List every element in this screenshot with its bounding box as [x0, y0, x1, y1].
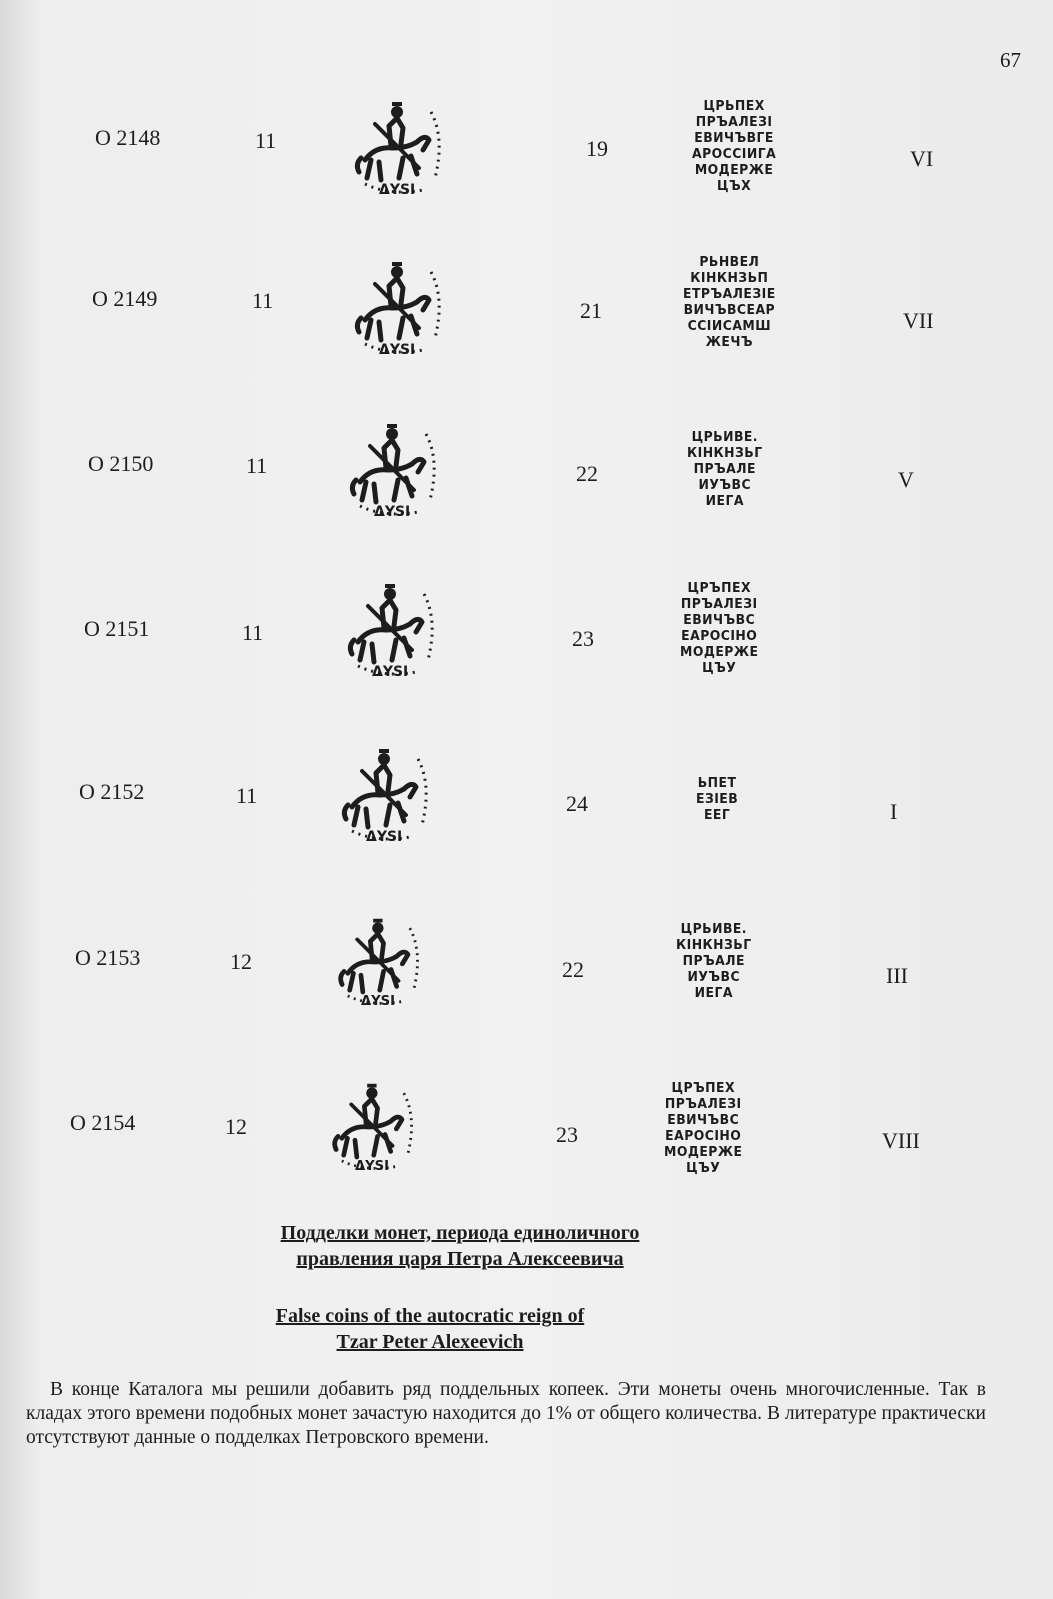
legend-line: ЦРЪПЕХ	[671, 1080, 735, 1096]
obverse-die-number: 11	[252, 288, 274, 313]
rarity-mark: VIII	[882, 1128, 920, 1153]
reverse-legend	[683, 254, 776, 350]
legend-line: ПРЪАЛЕЗI	[695, 114, 773, 130]
st-george-rider-icon	[322, 1080, 418, 1174]
catalog-number: O 2150	[88, 451, 154, 476]
svg-text:ΔYSI: ΔYSI	[372, 664, 409, 680]
legend-line: КIНКНЗЬГ	[687, 445, 763, 461]
legend-line: ЕВИЧЪВС	[667, 1112, 740, 1128]
legend-line: ЕТРЪАЛЕЗIЕ	[683, 286, 776, 302]
svg-text:ΔYSI: ΔYSI	[374, 504, 411, 520]
reverse-die-number: 21	[580, 298, 602, 323]
st-george-rider-icon	[345, 258, 445, 358]
legend-line: ССIИСАМШ	[687, 318, 772, 334]
legend-line: ИЕГА	[705, 493, 744, 509]
rarity-mark: VII	[903, 308, 934, 333]
st-george-rider-icon	[328, 915, 424, 1009]
obverse-die-number: 11	[255, 128, 277, 153]
section-title-line: Подделки монет, периода единоличного	[280, 1222, 640, 1244]
catalog-entry	[0, 415, 1053, 565]
legend-line: ВИЧЪВСЕАР	[683, 302, 776, 318]
legend-line: ЬПЕТ	[697, 775, 737, 791]
section-title-ru	[170, 1220, 750, 1272]
rarity-mark: V	[898, 467, 914, 492]
legend-line: ЦЪУ	[702, 660, 737, 676]
legend-line: ЦРЬИВЕ.	[680, 921, 747, 937]
reverse-die-number: 19	[586, 136, 608, 161]
legend-line: МОДЕРЖЕ	[664, 1144, 743, 1160]
intro-paragraph-text: В конце Каталога мы решили добавить ряд поддельных копеек. Эти монеты очень многочисленные. Так в кладах этого времени подобных монет зачастую находится до 1% от общего количества. В литературе практически отсутствуют данные о подделках Петровского времени.	[26, 1379, 986, 1448]
legend-line: ПРЪАЛЕЗI	[664, 1096, 742, 1112]
catalog-number: O 2153	[75, 945, 141, 970]
catalog-entry	[0, 250, 1053, 400]
catalog-number: O 2148	[95, 125, 161, 150]
legend-line: ЕВИЧЪВС	[683, 612, 756, 628]
svg-text:ΔYSI: ΔYSI	[354, 1159, 390, 1174]
legend-line: ПРЪАЛЕЗI	[680, 596, 758, 612]
legend-line: ЦРЪПЕХ	[687, 580, 751, 596]
legend-line: МОДЕРЖЕ	[680, 644, 759, 660]
legend-line: ПРЪАЛЕ	[682, 953, 745, 969]
rarity-mark: VI	[910, 146, 934, 171]
st-george-rider-icon	[340, 420, 440, 520]
catalog-entry	[0, 580, 1053, 730]
st-george-rider-icon	[338, 580, 438, 680]
section-title-en	[140, 1303, 720, 1355]
catalog-number: O 2154	[70, 1110, 136, 1135]
obverse-die-number: 12	[225, 1114, 247, 1139]
legend-line: ЦРЬИВЕ.	[691, 429, 758, 445]
legend-line: ЕАРОСIНО	[681, 628, 758, 644]
svg-text:ΔYSI: ΔYSI	[379, 342, 416, 358]
catalog-number: O 2151	[84, 616, 150, 641]
catalog-number: O 2149	[92, 286, 158, 311]
reverse-die-number: 23	[556, 1122, 578, 1147]
section-title-line: False coins of the autocratic reign of	[275, 1305, 585, 1327]
legend-line: ЕАРОСIНО	[665, 1128, 742, 1144]
legend-line: ИЕГА	[694, 985, 733, 1001]
reverse-legend	[664, 1080, 742, 1176]
legend-line: ЕВИЧЪВГЕ	[694, 130, 774, 146]
legend-line: ИУЪВС	[687, 969, 741, 985]
legend-line: КIНКНЗЬП	[690, 270, 769, 286]
reverse-legend	[696, 775, 738, 823]
legend-line: ЕЕГ	[703, 807, 731, 823]
catalog-entry	[0, 1080, 1053, 1230]
page-number: 67	[1000, 48, 1021, 72]
legend-line: ЦЪУ	[686, 1160, 721, 1176]
svg-text:ΔYSI: ΔYSI	[379, 182, 416, 198]
legend-line: ЖЕЧЪ	[705, 334, 753, 350]
reverse-legend	[687, 429, 763, 509]
st-george-rider-icon	[332, 745, 432, 845]
legend-line: ИУЪВС	[698, 477, 752, 493]
legend-line: ЦРЬПЕХ	[703, 98, 765, 114]
obverse-die-number: 12	[230, 949, 252, 974]
section-title-line: Tzar Peter Alexeevich	[336, 1331, 524, 1353]
legend-line: АРОССIИГА	[692, 146, 777, 162]
obverse-die-number: 11	[236, 783, 258, 808]
obverse-die-number: 11	[242, 620, 264, 645]
reverse-die-number: 23	[572, 626, 594, 651]
rarity-mark: I	[890, 799, 898, 824]
reverse-die-number: 22	[576, 461, 598, 486]
legend-line: МОДЕРЖЕ	[694, 162, 774, 178]
reverse-legend	[692, 98, 776, 194]
legend-line: КIНКНЗЬГ	[676, 937, 752, 953]
catalog-entry	[0, 80, 1053, 230]
reverse-die-number: 22	[562, 957, 584, 982]
svg-text:ΔYSI: ΔYSI	[366, 829, 403, 845]
legend-line: РЬНВЕЛ	[699, 254, 760, 270]
st-george-rider-icon	[345, 98, 445, 198]
section-title-line: правления царя Петра Алексеевича	[296, 1248, 624, 1270]
reverse-die-number: 24	[566, 791, 588, 816]
intro-paragraph	[26, 1378, 986, 1450]
svg-text:ΔYSI: ΔYSI	[360, 994, 396, 1009]
legend-line: ЦЪХ	[717, 178, 752, 194]
catalog-entry	[0, 915, 1053, 1065]
catalog-number: O 2152	[79, 779, 145, 804]
legend-line: ПРЪАЛЕ	[693, 461, 756, 477]
rarity-mark: III	[886, 963, 908, 988]
reverse-legend	[680, 580, 758, 676]
catalog-entry	[0, 745, 1053, 895]
obverse-die-number: 11	[246, 453, 268, 478]
reverse-legend	[676, 921, 752, 1001]
legend-line: ЕЗIЕВ	[696, 791, 739, 807]
